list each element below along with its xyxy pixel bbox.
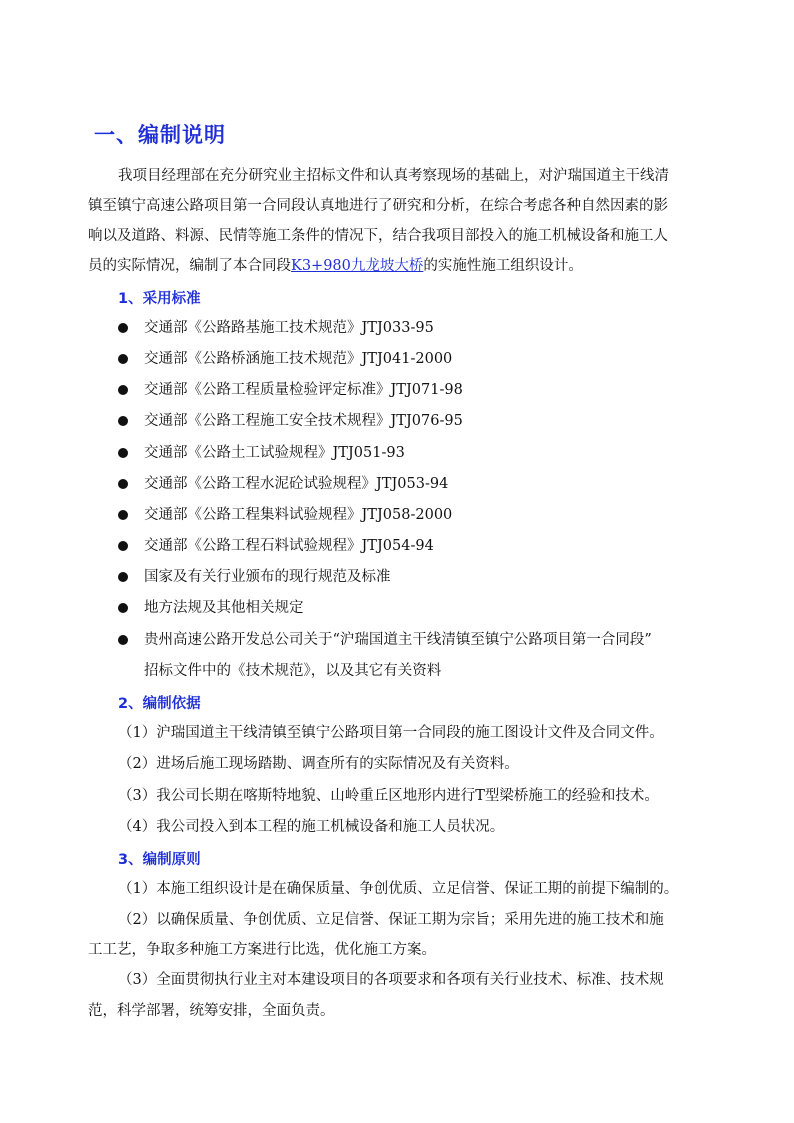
bullet-icon: [118, 354, 128, 364]
standards-heading: 1、采用标准: [118, 291, 201, 307]
principle-item: （3）全面贯彻执行业主对本建设项目的各项要求和各项有关行业技术、标准、技术规: [118, 972, 664, 988]
basis-item: （2）进场后施工现场踏勘、调查所有的实际情况及有关资料。: [118, 756, 519, 772]
bullet-icon: [118, 448, 128, 458]
standard-item-text: 交通部《公路工程石料试验规程》JTJ054-94: [144, 538, 434, 554]
bullet-icon: [118, 541, 128, 551]
bullet-icon: [118, 603, 128, 613]
bullet-icon: [118, 510, 128, 520]
standard-item-continuation: 招标文件中的《技术规范》，以及其它有关资料: [144, 663, 442, 679]
standard-item-text: 交通部《公路工程质量检验评定标准》JTJ071-98: [144, 382, 463, 398]
bullet-icon: [118, 416, 128, 426]
intro-line-2: 镇至镇宁高速公路项目第一合同段认真地进行了研究和分析，在综合考虑各种自然因素的影: [88, 198, 668, 214]
standard-item-text: 交通部《公路土工试验规程》JTJ051-93: [144, 445, 405, 461]
bullet-icon: [118, 385, 128, 395]
principle-item: （2）以确保质量、争创优质、立足信誉、保证工期为宗旨；采用先进的施工技术和施: [118, 912, 664, 928]
standard-item-text: 交通部《公路桥涵施工技术规范》JTJ041-2000: [144, 351, 453, 367]
standard-item-text: 地方法规及其他相关规定: [144, 600, 304, 616]
standard-item-text: 国家及有关行业颁布的现行规范及标准: [144, 569, 391, 585]
standard-item-text: 贵州高速公路开发总公司关于“沪瑞国道主干线清镇至镇宁公路项目第一合同段”: [144, 632, 652, 648]
principles-heading: 3、编制原则: [118, 852, 201, 868]
principle-item: （1）本施工组织设计是在确保质量、争创优质、立足信誉、保证工期的前提下编制的。: [118, 881, 679, 897]
intro-last-suffix: 的实施性施工组织设计。: [423, 258, 583, 274]
principle-item-continuation: 范，科学部署，统筹安排，全面负责。: [88, 1003, 335, 1019]
standard-item-text: 交通部《公路工程集料试验规程》JTJ058-2000: [144, 507, 453, 523]
basis-item: （3）我公司长期在喀斯特地貌、山岭重丘区地形内进行T型梁桥施工的经验和技术。: [118, 788, 659, 804]
bullet-icon: [118, 635, 128, 645]
basis-heading: 2、编制依据: [118, 696, 201, 712]
intro-line-3: 响以及道路、料源、民情等施工条件的情况下，结合我项目部投入的施工机械设备和施工人: [88, 228, 668, 244]
intro-line-1: 我项目经理部在充分研究业主招标文件和认真考察现场的基础上，对沪瑞国道主干线清: [118, 168, 669, 184]
intro-line-4: [88, 256, 583, 276]
intro-last-prefix: 员的实际情况，编制了本合同段: [88, 258, 291, 274]
bullet-icon: [118, 572, 128, 582]
bridge-link[interactable]: K3+980九龙坡大桥: [291, 258, 424, 274]
bullet-icon: [118, 479, 128, 489]
section-title: 一、编制说明: [94, 123, 226, 147]
basis-item: （1）沪瑞国道主干线清镇至镇宁公路项目第一合同段的施工图设计文件及合同文件。: [118, 725, 664, 741]
standard-item-text: 交通部《公路路基施工技术规范》JTJ033-95: [144, 320, 434, 336]
bullet-icon: [118, 323, 128, 333]
principle-item-continuation: 工工艺，争取多种施工方案进行比选，优化施工方案。: [88, 942, 436, 958]
basis-item: （4）我公司投入到本工程的施工机械设备和施工人员状况。: [118, 819, 505, 835]
standard-item-text: 交通部《公路工程水泥砼试验规程》JTJ053-94: [144, 476, 449, 492]
standard-item-text: 交通部《公路工程施工安全技术规程》JTJ076-95: [144, 413, 463, 429]
